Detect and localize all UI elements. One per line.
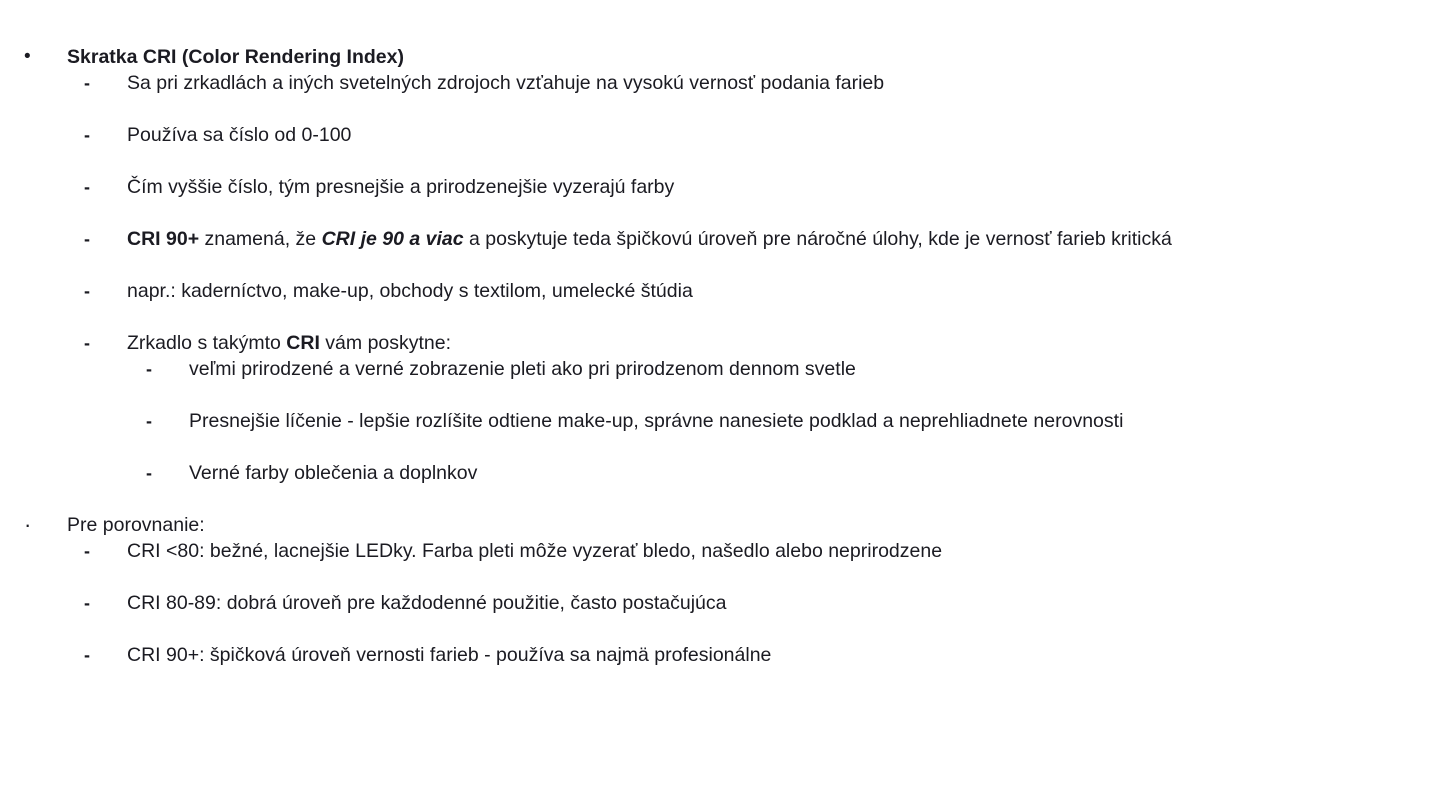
- bullet-marker-icon: -: [146, 359, 152, 379]
- text-segment: Zrkadlo s takýmto: [127, 332, 287, 354]
- text-segment: znamená, že: [199, 228, 322, 250]
- text-segment: CRI 90+: špičková úroveň vernosti farieb - používa sa najmä profesionálne: [127, 644, 772, 666]
- bullet-marker-icon: -: [84, 281, 90, 301]
- bullet-marker-icon: ·: [24, 512, 32, 537]
- line-spacer: [0, 148, 1445, 174]
- list-item-text: [127, 330, 1445, 356]
- bullet-marker-icon: -: [84, 645, 90, 665]
- bullet-marker-icon: -: [84, 593, 90, 613]
- text-segment: Pre porovnanie:: [67, 514, 205, 536]
- list-item: [0, 538, 1445, 564]
- line-spacer: [0, 304, 1445, 330]
- bullet-marker-icon: -: [84, 177, 90, 197]
- line-spacer: [0, 252, 1445, 278]
- list-item-text: [67, 512, 1445, 538]
- text-segment: Používa sa číslo od 0-100: [127, 124, 352, 146]
- list-item-text: [127, 642, 1445, 668]
- bulleted-list: [0, 44, 1445, 668]
- text-segment: CRI 90+: [127, 228, 200, 250]
- line-spacer: [0, 382, 1445, 408]
- text-segment: Presnejšie líčenie - lepšie rozlíšite odtiene make-up, správne nanesiete podklad a neprehliadnete nerovnosti: [189, 410, 1124, 432]
- bullet-marker-icon: -: [84, 541, 90, 561]
- list-item-text: [127, 174, 1445, 200]
- list-item: [0, 226, 1445, 252]
- text-segment: CRI je 90 a viac: [321, 228, 464, 250]
- line-spacer: [0, 616, 1445, 642]
- list-item: [0, 330, 1445, 356]
- list-item-text: [127, 538, 1445, 564]
- list-item: [0, 70, 1445, 96]
- bullet-marker-icon: -: [84, 125, 90, 145]
- list-item-text: [127, 278, 1445, 304]
- line-spacer: [0, 200, 1445, 226]
- text-segment: a poskytuje teda špičkovú úroveň pre náročné úlohy, kde je vernosť farieb kritická: [463, 228, 1172, 250]
- list-item-text: [127, 122, 1445, 148]
- text-segment: veľmi prirodzené a verné zobrazenie pleti ako pri prirodzenom dennom svetle: [189, 358, 856, 380]
- text-segment: CRI 80-89: dobrá úroveň pre každodenné použitie, často postačujúca: [127, 592, 727, 614]
- list-item-text: [127, 226, 1445, 252]
- list-item: [0, 642, 1445, 668]
- line-spacer: [0, 434, 1445, 460]
- list-item-text: [67, 44, 1445, 70]
- bullet-marker-icon: •: [24, 46, 31, 67]
- list-item-text: [127, 70, 1445, 96]
- text-segment: Sa pri zrkadlách a iných svetelných zdrojoch vzťahuje na vysokú vernosť podania farieb: [127, 72, 885, 94]
- text-segment: Verné farby oblečenia a doplnkov: [189, 462, 478, 484]
- text-segment: Čím vyššie číslo, tým presnejšie a prirodzenejšie vyzerajú farby: [127, 176, 675, 198]
- list-item: [0, 408, 1445, 434]
- line-spacer: [0, 564, 1445, 590]
- line-spacer: [0, 96, 1445, 122]
- list-item: [0, 356, 1445, 382]
- list-item: [0, 278, 1445, 304]
- list-item: [0, 460, 1445, 486]
- list-item: [0, 122, 1445, 148]
- text-segment: vám poskytne:: [319, 332, 452, 354]
- bullet-marker-icon: -: [84, 229, 90, 249]
- bullet-marker-icon: -: [84, 73, 90, 93]
- text-segment: napr.: kaderníctvo, make-up, obchody s textilom, umelecké štúdia: [127, 280, 693, 302]
- list-item: [0, 512, 1445, 538]
- line-spacer: [0, 486, 1445, 512]
- list-item-text: [127, 590, 1445, 616]
- list-item: [0, 590, 1445, 616]
- list-item-text: [189, 356, 1445, 382]
- text-segment: CRI <80: bežné, lacnejšie LEDky. Farba pleti môže vyzerať bledo, našedlo alebo neprirodzene: [127, 540, 943, 562]
- bullet-marker-icon: -: [84, 333, 90, 353]
- list-item-text: [189, 408, 1445, 434]
- bullet-marker-icon: -: [146, 411, 152, 431]
- list-item: [0, 174, 1445, 200]
- list-item-text: [189, 460, 1445, 486]
- list-item: [0, 44, 1445, 70]
- text-segment: CRI: [286, 332, 320, 354]
- bullet-marker-icon: -: [146, 463, 152, 483]
- text-segment: Skratka CRI (Color Rendering Index): [67, 46, 404, 68]
